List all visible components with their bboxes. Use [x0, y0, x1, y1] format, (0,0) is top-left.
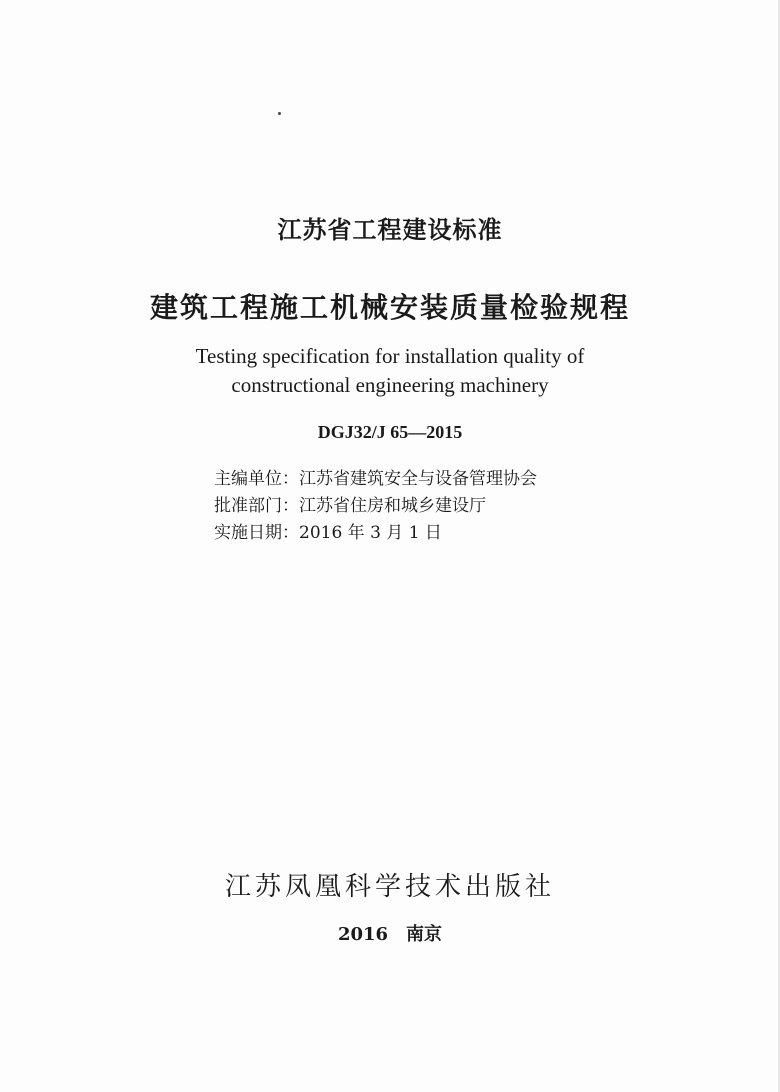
publisher-name: 江苏凤凰科学技术出版社: [224, 872, 555, 902]
effective-date-label: 实施日期：: [214, 523, 299, 543]
document-title-english: [0, 342, 780, 400]
approver-label: 批准部门：: [214, 496, 299, 516]
publication-city: 南京: [406, 924, 443, 945]
standard-code: DGJ32/J 65—2015: [317, 422, 463, 442]
publication-metadata: [214, 466, 537, 547]
title-english-line-1: Testing specification for installation quality of: [195, 344, 585, 368]
chief-editor-label: 主编单位：: [214, 469, 299, 489]
document-title-chinese: 建筑工程施工机械安装质量检验规程: [149, 291, 630, 324]
scan-speck: [278, 112, 281, 115]
effective-date-row: [214, 520, 537, 547]
chief-editor-row: [214, 466, 537, 493]
approver-value: 江苏省住房和城乡建设厅: [299, 496, 486, 516]
publication-year: 2016: [337, 924, 389, 945]
publication-year-city: [0, 920, 780, 946]
chief-editor-value: 江苏省建筑安全与设备管理协会: [299, 469, 537, 489]
approver-row: [214, 493, 537, 520]
title-english-line-2: constructional engineering machinery: [231, 373, 549, 397]
series-title: 江苏省工程建设标准: [277, 216, 503, 244]
effective-date-value: 2016 年 3 月 1 日: [299, 523, 442, 543]
